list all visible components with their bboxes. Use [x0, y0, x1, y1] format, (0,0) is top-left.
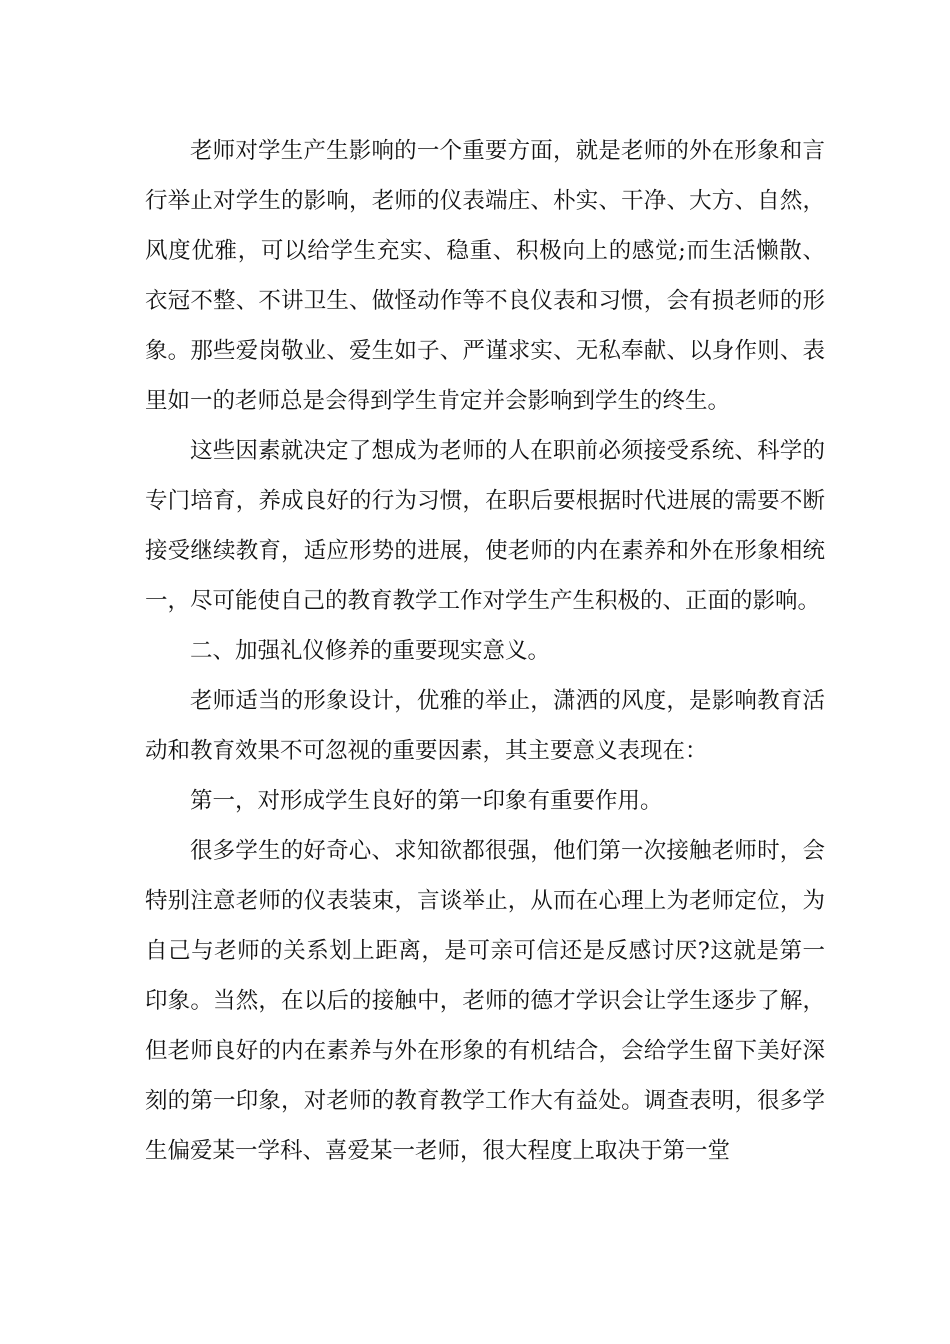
paragraph-3: 老师适当的形象设计，优雅的举止，潇洒的风度，是影响教育活动和教育效果不可忽视的重要因素，其主要意义表现在： — [145, 688, 825, 764]
subheading-first: 第一，对形成学生良好的第一印象有重要作用。 — [190, 788, 663, 814]
document-body — [145, 126, 825, 1176]
paragraph-1: 老师对学生产生影响的一个重要方面，就是老师的外在形象和言行举止对学生的影响，老师的仪表端庄、朴实、干净、大方、自然，风度优雅，可以给学生充实、稳重、积极向上的感觉;而生活懒散、衣冠不整、不讲卫生、做怪动作等不良仪表和习惯，会有损老师的形象。那些爱岗敬业、爱生如子、严谨求实、无私奉献、以身作则、表里如一的老师总是会得到学生肯定并会影响到学生的终生。 — [145, 138, 825, 414]
section-heading: 二、加强礼仪修养的重要现实意义。 — [190, 638, 551, 664]
paragraph-2: 这些因素就决定了想成为老师的人在职前必须接受系统、科学的专门培育，养成良好的行为习惯，在职后要根据时代进展的需要不断接受继续教育，适应形势的进展，使老师的内在素养和外在形象相统一，尽可能使自己的教育教学工作对学生产生积极的、正面的影响。 — [145, 438, 825, 614]
paragraph-4: 很多学生的好奇心、求知欲都很强，他们第一次接触老师时，会特别注意老师的仪表装束，言谈举止，从而在心理上为老师定位，为自己与老师的关系划上距离，是可亲可信还是反感讨厌?这就是第一印象。当然，在以后的接触中，老师的德才学识会让学生逐步了解，但老师良好的内在素养与外在形象的有机结合，会给学生留下美好深刻的第一印象，对老师的教育教学工作大有益处。调查表明，很多学生偏爱某一学科、喜爱某一老师，很大程度上取决于第一堂 — [145, 838, 825, 1164]
